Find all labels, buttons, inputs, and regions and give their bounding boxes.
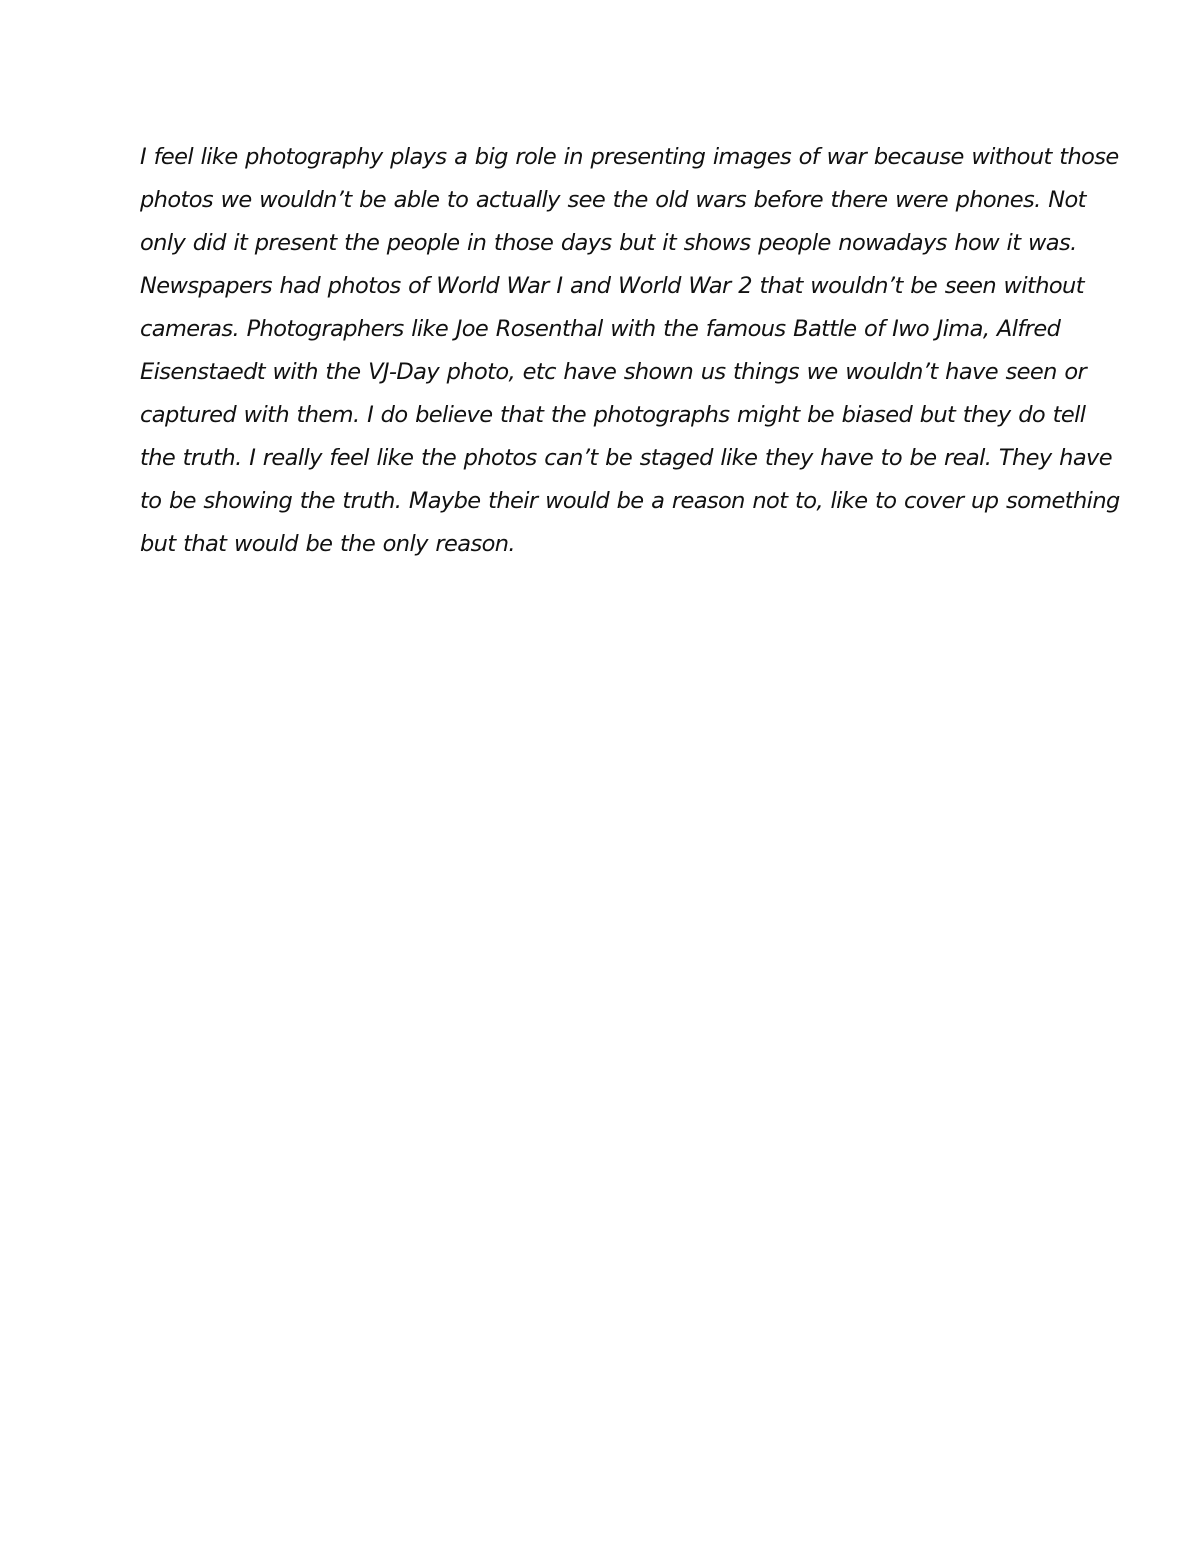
paragraph-line: but that would be the only reason. (140, 531, 515, 557)
essay-paragraph (140, 136, 1120, 566)
paragraph-line: only did it present the people in those days but it shows people nowadays how it was. (140, 230, 1077, 256)
paragraph-line: captured with them. I do believe that the photographs might be biased but they do tell (140, 402, 1086, 428)
paragraph-line: photos we wouldn’t be able to actually see the old wars before there were phones. Not (140, 187, 1086, 213)
paragraph-line: I feel like photography plays a big role in presenting images of war because without those (140, 144, 1119, 170)
paragraph-line: Eisenstaedt with the VJ-Day photo, etc have shown us things we wouldn’t have seen or (140, 359, 1087, 385)
paragraph-line: the truth. I really feel like the photos can’t be staged like they have to be real. They have (140, 445, 1112, 471)
paragraph-line: cameras. Photographers like Joe Rosenthal with the famous Battle of Iwo Jima, Alfred (140, 316, 1061, 342)
paragraph-line: Newspapers had photos of World War I and World War 2 that wouldn’t be seen without (140, 273, 1084, 299)
paragraph-line: to be showing the truth. Maybe their would be a reason not to, like to cover up something (140, 488, 1120, 514)
